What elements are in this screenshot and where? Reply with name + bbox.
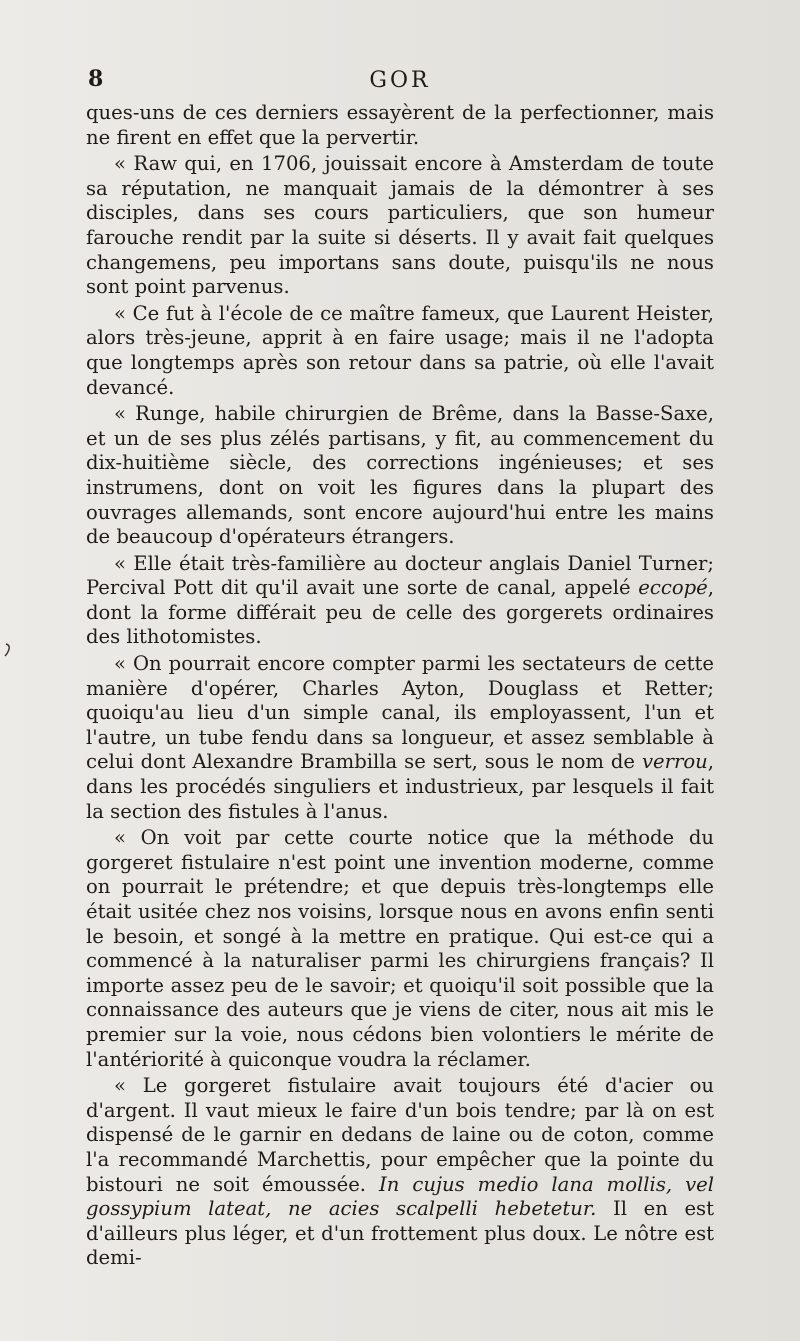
paragraph: « Ce fut à l'école de ce maître fameux, que Laurent Heister, alors très-jeune, apprit à en faire usage; mais il ne l'adopta que longtemps après son retour dans sa patrie, où elle l'avait devancé. bbox=[86, 301, 714, 399]
body-text bbox=[86, 101, 714, 1273]
running-head: GOR bbox=[369, 68, 431, 93]
paragraph: « Elle était très-familière au docteur anglais Daniel Turner; Percival Pott dit qu'il avait une sorte de canal, appelé eccopé, dont la forme différait peu de celle des gorgerets ordinaires des lithotomistes. bbox=[86, 551, 714, 649]
page-header bbox=[86, 66, 714, 100]
paragraph: ques-uns de ces derniers essayèrent de la perfectionner, mais ne firent en effet que la pervertir. bbox=[86, 101, 714, 149]
ink-speck bbox=[4, 643, 12, 657]
paragraph: « Raw qui, en 1706, jouissait encore à Amsterdam de toute sa réputation, ne manquait jamais de la démontrer à ses disciples, dans ses cours particuliers, que son humeur farouche rendit par la suite si déserts. Il y avait fait quelques changemens, peu importans sans doute, puisqu'ils ne nous sont point parvenus. bbox=[86, 152, 714, 299]
paragraph: « On pourrait encore compter parmi les sectateurs de cette manière d'opérer, Charles Ayton, Douglass et Retter; quoiqu'au lieu d'un simple canal, ils employassent, l'un et l'autre, un tube fendu dans sa longueur, et assez semblable à celui dont Alexandre Brambilla se sert, sous le nom de verrou, dans les procédés singuliers et industrieux, par lesquels il fait la section des fistules à l'anus. bbox=[86, 652, 714, 823]
paragraph: « Runge, habile chirurgien de Brême, dans la Basse-Saxe, et un de ses plus zélés partisans, y fit, au commencement du dix-huitième siècle, des corrections ingénieuses; et ses instrumens, dont on voit les figures dans la plupart des ouvrages allemands, sont encore aujourd'hui entre les mains de beaucoup d'opérateurs étrangers. bbox=[86, 402, 714, 549]
paragraph: « Le gorgeret fistulaire avait toujours été d'acier ou d'argent. Il vaut mieux le faire d'un bois tendre; par là on est dispensé de le garnir en dedans de laine ou de coton, comme l'a recommandé Marchettis, pour empêcher que la pointe du bistouri ne soit émoussée. In cujus medio lana mollis, vel gossypium lateat, ne acies scalpelli hebetetur. Il en est d'ailleurs plus léger, et d'un frottement plus doux. Le nôtre est demi- bbox=[86, 1074, 715, 1270]
paragraph: « On voit par cette courte notice que la méthode du gorgeret fistulaire n'est point une invention moderne, comme on pourrait le prétendre; et que depuis très-longtemps elle était usitée chez nos voisins, lorsque nous en avons enfin senti le besoin, et songé à la mettre en pratique. Qui est-ce qui a commencé à la naturaliser parmi les chirurgiens français? Il importe assez peu de le savoir; et quoiqu'il soit possible que la connaissance des auteurs que je viens de citer, nous ait mis le premier sur la voie, nous cédons bien volontiers le mérite de l'antériorité à quiconque voudra la réclamer. bbox=[86, 826, 714, 1071]
page-number: 8 bbox=[88, 66, 104, 92]
